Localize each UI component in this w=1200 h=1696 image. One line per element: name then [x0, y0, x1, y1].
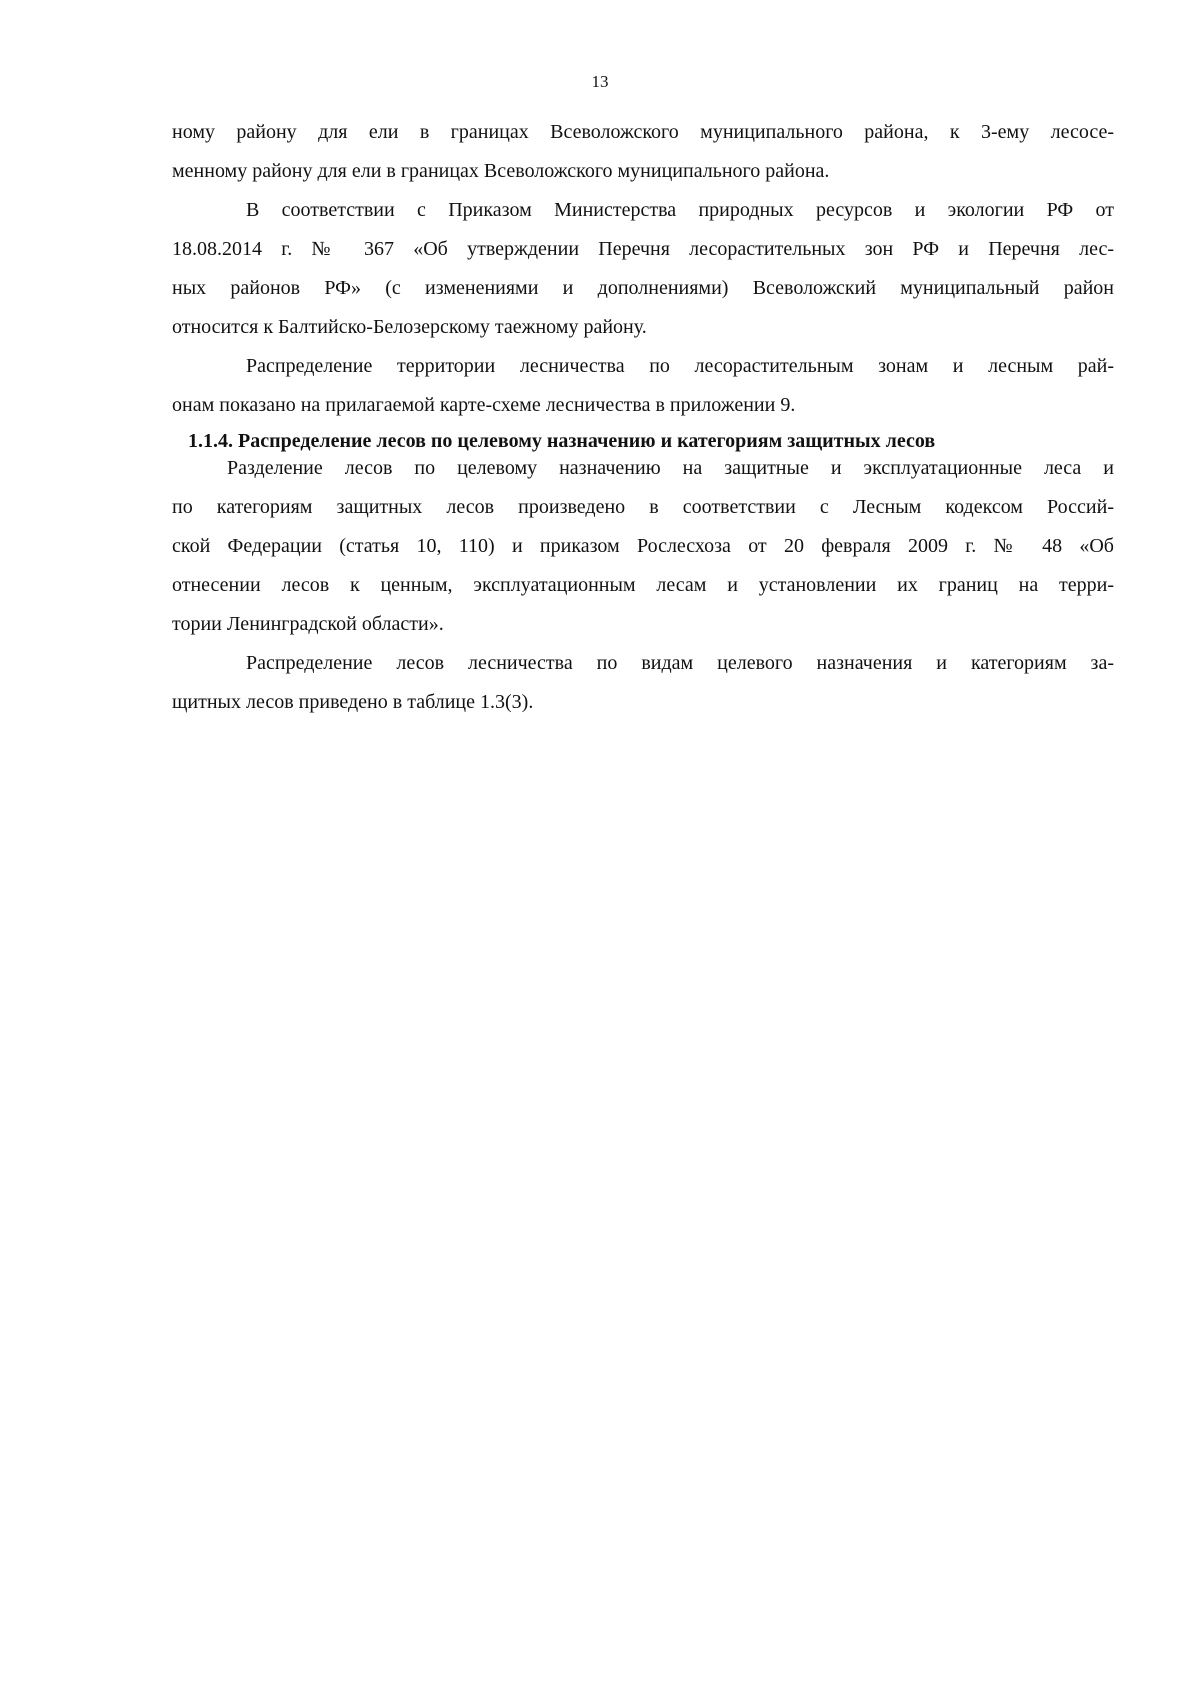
paragraph: [172, 347, 1114, 425]
section-heading: 1.1.4. Распределение лесов по целевому назначению и категориям защитных лесов: [188, 430, 936, 452]
text-line: по категориям защитных лесов произведено в соответствии с Лесным кодексом Россий-: [172, 496, 1114, 518]
text-line: Разделение лесов по целевому назначению на защитные и эксплуатационные леса и: [227, 457, 1114, 479]
paragraph: [172, 449, 1114, 644]
text-line: онам показано на прилагаемой карте-схеме лесничества в приложении 9.: [172, 394, 796, 416]
paragraph: [172, 113, 1114, 191]
page-number: 13: [591, 72, 609, 91]
text-line: В соответствии с Приказом Министерства природных ресурсов и экологии РФ от: [246, 199, 1114, 221]
text-line: ному району для ели в границах Всеволожского муниципального района, к 3-ему лесосе-: [172, 121, 1114, 143]
text-line: тории Ленинградской области».: [172, 613, 444, 635]
text-line: ской Федерации (статья 10, 110) и приказом Рослесхоза от 20 февраля 2009 г. № 48 «Об: [172, 535, 1114, 557]
text-line: ных районов РФ» (с изменениями и дополнениями) Всеволожский муниципальный район: [172, 277, 1114, 299]
document-body: [172, 113, 1114, 722]
text-line: 18.08.2014 г. № 367 «Об утверждении Перечня лесорастительных зон РФ и Перечня лес-: [172, 238, 1114, 260]
text-line: Распределение территории лесничества по лесорастительным зонам и лесным рай-: [246, 355, 1114, 377]
paragraph: [172, 644, 1114, 722]
text-line: отнесении лесов к ценным, эксплуатационным лесам и установлении их границ на терри-: [172, 574, 1114, 596]
text-line: менному району для ели в границах Всеволожского муниципального района.: [172, 160, 830, 182]
text-line: относится к Балтийско-Белозерскому таежному району.: [172, 316, 647, 338]
text-line: Распределение лесов лесничества по видам целевого назначения и категориям за-: [246, 652, 1114, 674]
paragraph: [172, 191, 1114, 347]
text-line: щитных лесов приведено в таблице 1.3(3).: [172, 691, 534, 713]
